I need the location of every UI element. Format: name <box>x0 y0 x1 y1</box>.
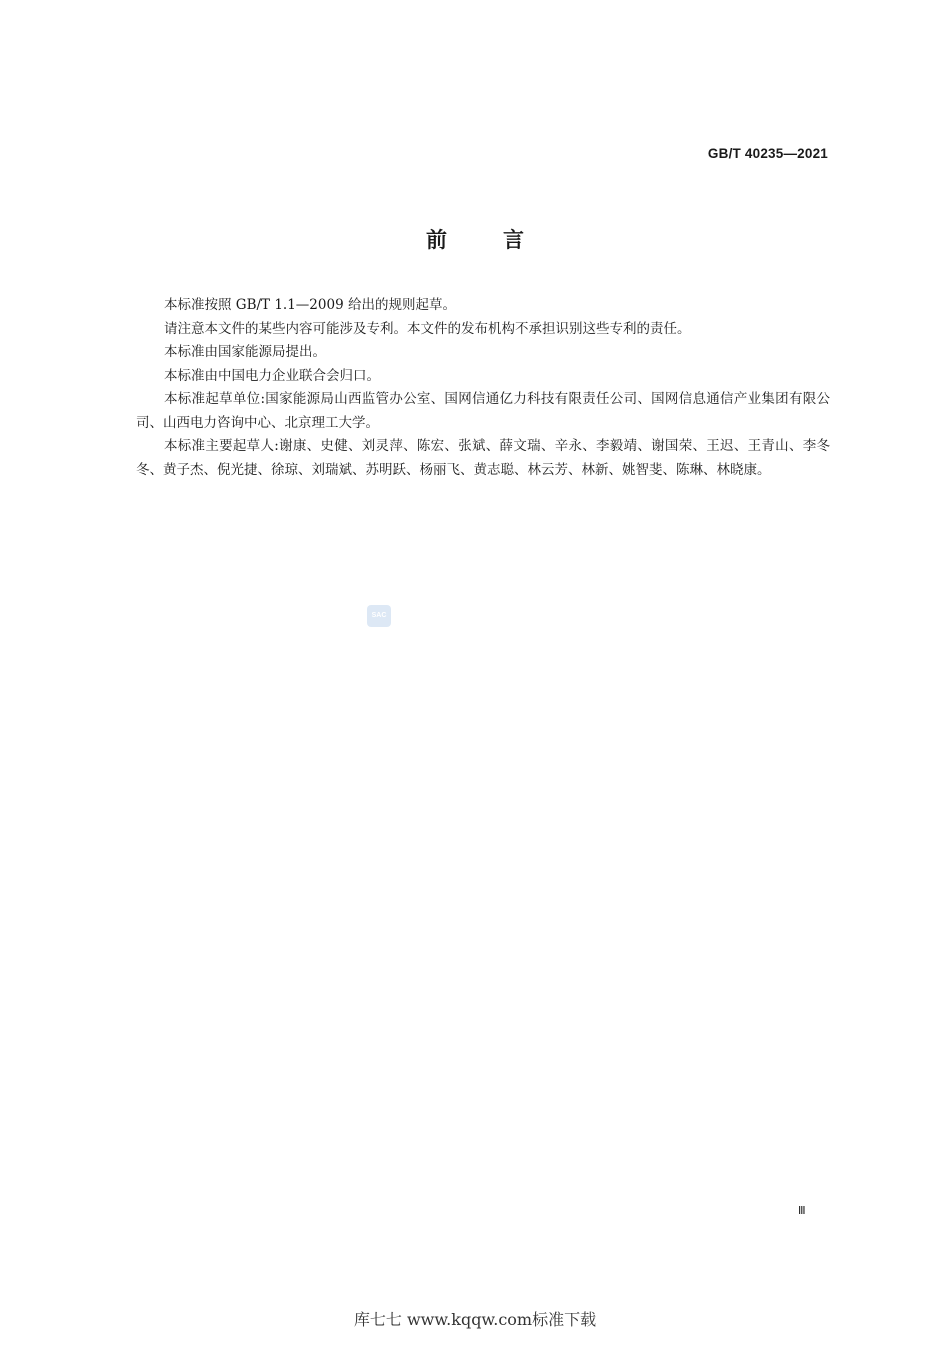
paragraph-patent-notice: 请注意本文件的某些内容可能涉及专利。本文件的发布机构不承担识别这些专利的责任。 <box>164 320 691 337</box>
paragraph-drafting-rules: 本标准按照 GB/T 1.1—2009 给出的规则起草。 <box>164 297 456 313</box>
paragraph-drafting-units: 本标准起草单位:国家能源局山西监管办公室、国网信通亿力科技有限责任公司、国网信息通信产业集团有限公司、山西电力咨询中心、北京理工大学。 <box>136 391 830 431</box>
title-char-2: 言 <box>503 228 524 252</box>
foreword-body <box>136 294 830 482</box>
standard-code: GB/T 40235—2021 <box>707 146 828 161</box>
sac-watermark-logo: SAC <box>367 605 391 627</box>
paragraph-centralized-management: 本标准由中国电力企业联合会归口。 <box>164 367 380 384</box>
title-char-1: 前 <box>426 228 447 252</box>
paragraph-proposer: 本标准由国家能源局提出。 <box>164 344 326 360</box>
page-number: Ⅲ <box>798 1205 806 1217</box>
page-title <box>0 224 950 254</box>
paragraph-drafters: 本标准主要起草人:谢康、史健、刘灵萍、陈宏、张斌、薛文瑞、辛永、李毅靖、谢国荣、王迟、王青山、李冬冬、黄子杰、倪光捷、徐琼、刘瑞斌、苏明跃、杨丽飞、黄志聪、林云芳、林新、姚智斐、陈琳、林晓康。 <box>136 438 830 478</box>
footer-download-text: 库七七 www.kqqw.com标准下载 <box>353 1310 597 1329</box>
